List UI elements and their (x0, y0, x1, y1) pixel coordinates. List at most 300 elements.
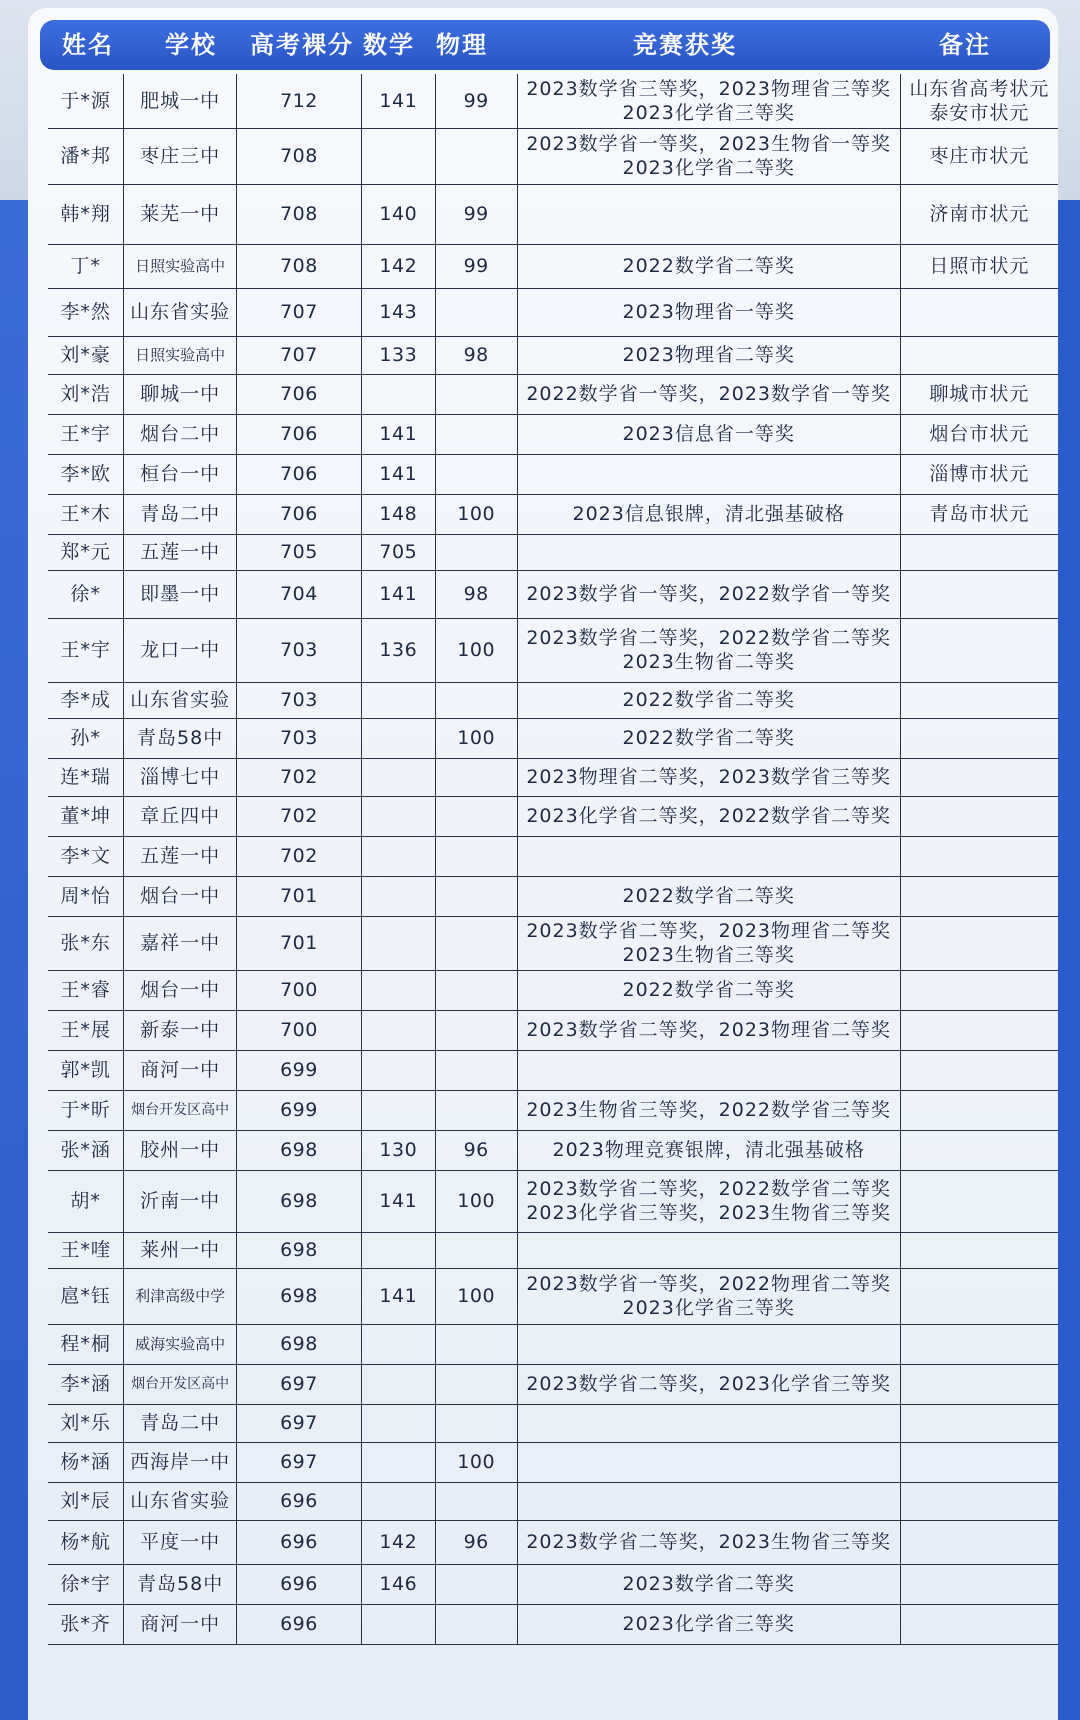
cell-score: 699 (236, 1090, 361, 1130)
cell-math: 141 (361, 414, 435, 454)
cell-physics (435, 288, 517, 336)
cell-awards (517, 1130, 900, 1170)
award-line: 2023信息银牌，清北强基破格 (572, 503, 845, 525)
cell-physics (435, 796, 517, 836)
cell-physics: 98 (435, 570, 517, 618)
cell-remark (900, 916, 1058, 970)
cell-remark (900, 1604, 1058, 1644)
award-line: 2023化学省二等奖，2022数学省二等奖 (526, 805, 892, 827)
table-row (48, 184, 1058, 244)
cell-remark (900, 534, 1058, 570)
cell-math (361, 1404, 435, 1442)
cell-awards (517, 916, 900, 970)
cell-name: 张*齐 (48, 1604, 124, 1644)
cell-awards (517, 1404, 900, 1442)
cell-name: 郑*元 (48, 534, 124, 570)
cell-remark (900, 288, 1058, 336)
cell-name: 李*欧 (48, 454, 124, 494)
cell-name: 李*涵 (48, 1364, 124, 1404)
award-line: 2022数学省一等奖，2023数学省一等奖 (526, 383, 892, 405)
cell-remark (900, 128, 1058, 184)
cell-score: 706 (236, 414, 361, 454)
remark-line: 聊城市状元 (929, 383, 1030, 405)
cell-name: 扈*钰 (48, 1268, 124, 1324)
cell-remark (900, 876, 1058, 916)
cell-score: 708 (236, 128, 361, 184)
cell-math (361, 1232, 435, 1268)
remark-line: 枣庄市状元 (929, 145, 1030, 167)
cell-math: 141 (361, 74, 435, 128)
award-line: 2022数学省二等奖 (622, 979, 795, 1001)
award-line: 2023化学省三等奖 (622, 1297, 795, 1319)
cell-name: 韩*翔 (48, 184, 124, 244)
cell-awards (517, 1564, 900, 1604)
cell-math (361, 796, 435, 836)
cell-score: 708 (236, 184, 361, 244)
cell-school: 商河一中 (124, 1604, 237, 1644)
cell-name: 王*宇 (48, 414, 124, 454)
table-row (48, 1442, 1058, 1482)
cell-physics (435, 1404, 517, 1442)
cell-physics: 100 (435, 1442, 517, 1482)
cell-awards (517, 184, 900, 244)
cell-remark (900, 1520, 1058, 1564)
cell-awards (517, 1604, 900, 1644)
cell-name: 刘*豪 (48, 336, 124, 374)
header-physics: 物理 (436, 31, 488, 59)
cell-school: 山东省实验 (124, 1482, 237, 1520)
award-line: 2023数学省一等奖，2022数学省一等奖 (526, 583, 892, 605)
cell-math: 148 (361, 494, 435, 534)
cell-school: 嘉祥一中 (124, 916, 237, 970)
cell-awards (517, 1010, 900, 1050)
cell-remark (900, 1364, 1058, 1404)
cell-name: 王*木 (48, 494, 124, 534)
cell-score: 706 (236, 374, 361, 414)
cell-physics (435, 1010, 517, 1050)
cell-math (361, 970, 435, 1010)
cell-physics: 99 (435, 184, 517, 244)
table-row (48, 494, 1058, 534)
cell-math (361, 1010, 435, 1050)
table-row (48, 244, 1058, 288)
cell-name: 孙* (48, 718, 124, 758)
table-row (48, 682, 1058, 718)
cell-score: 698 (236, 1130, 361, 1170)
cell-math (361, 1324, 435, 1364)
cell-physics: 96 (435, 1130, 517, 1170)
cell-school: 桓台一中 (124, 454, 237, 494)
cell-math (361, 1364, 435, 1404)
award-line: 2022数学省二等奖 (622, 255, 795, 277)
cell-name: 程*桐 (48, 1324, 124, 1364)
cell-score: 707 (236, 336, 361, 374)
award-line: 2023数学省二等奖，2023生物省三等奖 (526, 1531, 892, 1553)
cell-physics: 99 (435, 244, 517, 288)
ranking-table (48, 74, 1058, 1645)
cell-name: 杨*涵 (48, 1442, 124, 1482)
cell-awards (517, 1170, 900, 1232)
cell-physics: 100 (435, 718, 517, 758)
table-row (48, 916, 1058, 970)
cell-school: 青岛58中 (124, 718, 237, 758)
cell-physics: 96 (435, 1520, 517, 1564)
cell-awards (517, 288, 900, 336)
cell-awards (517, 128, 900, 184)
cell-math (361, 374, 435, 414)
cell-math (361, 836, 435, 876)
cell-name: 李*文 (48, 836, 124, 876)
table-row (48, 374, 1058, 414)
cell-physics (435, 1232, 517, 1268)
cell-physics (435, 1604, 517, 1644)
cell-school: 即墨一中 (124, 570, 237, 618)
award-line: 2023物理省二等奖 (622, 344, 795, 366)
cell-physics (435, 1090, 517, 1130)
cell-score: 698 (236, 1324, 361, 1364)
cell-name: 王*喹 (48, 1232, 124, 1268)
cell-math: 142 (361, 1520, 435, 1564)
cell-school: 新泰一中 (124, 1010, 237, 1050)
award-line: 2023数学省二等奖，2022数学省二等奖 (526, 627, 892, 649)
cell-math (361, 1482, 435, 1520)
cell-awards (517, 1050, 900, 1090)
cell-score: 700 (236, 970, 361, 1010)
cell-physics (435, 414, 517, 454)
cell-physics: 100 (435, 618, 517, 682)
table-row (48, 414, 1058, 454)
cell-score: 697 (236, 1442, 361, 1482)
cell-school: 莱芜一中 (124, 184, 237, 244)
cell-score: 703 (236, 718, 361, 758)
cell-name: 刘*浩 (48, 374, 124, 414)
cell-score: 702 (236, 758, 361, 796)
cell-awards (517, 796, 900, 836)
cell-awards (517, 336, 900, 374)
cell-school: 山东省实验 (124, 288, 237, 336)
cell-score: 697 (236, 1364, 361, 1404)
cell-score: 702 (236, 796, 361, 836)
cell-name: 王*展 (48, 1010, 124, 1050)
table-row (48, 1364, 1058, 1404)
cell-remark (900, 414, 1058, 454)
table-row (48, 454, 1058, 494)
table-row (48, 876, 1058, 916)
cell-score: 697 (236, 1404, 361, 1442)
cell-remark (900, 836, 1058, 876)
cell-name: 徐*宇 (48, 1564, 124, 1604)
cell-remark (900, 1442, 1058, 1482)
table-row (48, 836, 1058, 876)
cell-awards (517, 618, 900, 682)
cell-awards (517, 836, 900, 876)
cell-physics (435, 916, 517, 970)
cell-remark (900, 1130, 1058, 1170)
award-line: 2023数学省二等奖，2023物理省二等奖 (526, 920, 892, 942)
cell-physics: 100 (435, 1170, 517, 1232)
cell-physics: 98 (435, 336, 517, 374)
cell-score: 698 (236, 1170, 361, 1232)
cell-score: 703 (236, 618, 361, 682)
cell-name: 李*然 (48, 288, 124, 336)
cell-math: 141 (361, 1268, 435, 1324)
table-row (48, 534, 1058, 570)
cell-awards (517, 1364, 900, 1404)
cell-remark (900, 1482, 1058, 1520)
cell-math: 705 (361, 534, 435, 570)
cell-math: 143 (361, 288, 435, 336)
header-math: 数学 (363, 31, 415, 59)
cell-name: 连*瑞 (48, 758, 124, 796)
cell-name: 王*宇 (48, 618, 124, 682)
award-line: 2022数学省二等奖 (622, 727, 795, 749)
cell-awards (517, 374, 900, 414)
cell-remark (900, 1010, 1058, 1050)
cell-remark (900, 1090, 1058, 1130)
cell-score: 712 (236, 74, 361, 128)
cell-awards (517, 718, 900, 758)
cell-school: 青岛二中 (124, 494, 237, 534)
table-row (48, 570, 1058, 618)
cell-school: 淄博七中 (124, 758, 237, 796)
cell-name: 徐* (48, 570, 124, 618)
cell-score: 696 (236, 1564, 361, 1604)
cell-math: 130 (361, 1130, 435, 1170)
cell-name: 郭*凯 (48, 1050, 124, 1090)
header-awards: 竞赛获奖 (633, 31, 737, 59)
header-remark: 备注 (939, 31, 991, 59)
cell-physics (435, 1564, 517, 1604)
cell-remark (900, 336, 1058, 374)
cell-remark (900, 1268, 1058, 1324)
remark-line: 泰安市状元 (929, 101, 1030, 124)
cell-name: 张*东 (48, 916, 124, 970)
cell-awards (517, 1324, 900, 1364)
cell-math: 146 (361, 1564, 435, 1604)
remark-line: 青岛市状元 (929, 503, 1030, 525)
cell-physics (435, 682, 517, 718)
table-row (48, 1324, 1058, 1364)
award-line: 2023数学省一等奖，2023生物省一等奖 (526, 133, 892, 155)
cell-name: 丁* (48, 244, 124, 288)
background-right (1056, 200, 1080, 1720)
cell-school: 章丘四中 (124, 796, 237, 836)
table-row (48, 1170, 1058, 1232)
cell-physics: 100 (435, 1268, 517, 1324)
cell-remark (900, 1050, 1058, 1090)
cell-remark (900, 758, 1058, 796)
cell-score: 700 (236, 1010, 361, 1050)
cell-score: 703 (236, 682, 361, 718)
cell-score: 699 (236, 1050, 361, 1090)
cell-math: 141 (361, 454, 435, 494)
cell-remark (900, 1564, 1058, 1604)
award-line: 2023信息省一等奖 (622, 423, 795, 445)
cell-remark (900, 1232, 1058, 1268)
award-line: 2023物理省二等奖，2023数学省三等奖 (526, 766, 892, 788)
cell-awards (517, 1442, 900, 1482)
cell-score: 701 (236, 916, 361, 970)
cell-awards (517, 74, 900, 128)
award-line: 2023数学省二等奖 (622, 1573, 795, 1595)
cell-remark (900, 1324, 1058, 1364)
cell-physics (435, 1482, 517, 1520)
cell-school: 日照实验高中 (124, 244, 237, 288)
award-line: 2022数学省二等奖 (622, 689, 795, 711)
cell-math: 141 (361, 570, 435, 618)
remark-line: 烟台市状元 (929, 423, 1030, 445)
cell-math: 141 (361, 1170, 435, 1232)
cell-math: 136 (361, 618, 435, 682)
table-row (48, 1010, 1058, 1050)
award-line: 2023化学省二等奖 (622, 157, 795, 179)
cell-awards (517, 876, 900, 916)
cell-awards (517, 414, 900, 454)
table-row (48, 1564, 1058, 1604)
cell-math (361, 1090, 435, 1130)
cell-name: 刘*乐 (48, 1404, 124, 1442)
remark-line: 山东省高考状元 (909, 77, 1050, 100)
table-row (48, 1604, 1058, 1644)
award-line: 2023物理竞赛银牌，清北强基破格 (552, 1139, 865, 1161)
cell-school: 龙口一中 (124, 618, 237, 682)
table-row (48, 1090, 1058, 1130)
cell-score: 701 (236, 876, 361, 916)
remark-line: 淄博市状元 (929, 463, 1030, 485)
award-line: 2023化学省三等奖 (622, 1613, 795, 1635)
cell-school: 日照实验高中 (124, 336, 237, 374)
cell-remark (900, 244, 1058, 288)
cell-math: 142 (361, 244, 435, 288)
cell-school: 烟台一中 (124, 970, 237, 1010)
header-score: 高考裸分 (250, 31, 354, 59)
cell-score: 696 (236, 1482, 361, 1520)
cell-physics (435, 1324, 517, 1364)
cell-awards (517, 682, 900, 718)
cell-awards (517, 454, 900, 494)
table-row (48, 618, 1058, 682)
table-row (48, 288, 1058, 336)
cell-math (361, 718, 435, 758)
cell-remark (900, 718, 1058, 758)
cell-math (361, 916, 435, 970)
award-line: 2023化学省三等奖 (622, 101, 795, 124)
cell-remark (900, 374, 1058, 414)
cell-physics (435, 534, 517, 570)
cell-school: 胶州一中 (124, 1130, 237, 1170)
cell-name: 潘*邦 (48, 128, 124, 184)
table-row (48, 1482, 1058, 1520)
cell-name: 于*源 (48, 74, 124, 128)
cell-school: 肥城一中 (124, 74, 237, 128)
header-name: 姓名 (62, 31, 114, 59)
cell-remark (900, 1404, 1058, 1442)
cell-score: 702 (236, 836, 361, 876)
cell-score: 705 (236, 534, 361, 570)
cell-physics: 100 (435, 494, 517, 534)
cell-name: 于*昕 (48, 1090, 124, 1130)
award-line: 2023数学省二等奖，2023物理省二等奖 (526, 1019, 892, 1041)
award-line: 2023生物省三等奖，2022数学省三等奖 (526, 1099, 892, 1121)
table-row (48, 1050, 1058, 1090)
cell-school: 烟台开发区高中 (124, 1364, 237, 1404)
cell-math (361, 128, 435, 184)
cell-school: 山东省实验 (124, 682, 237, 718)
cell-score: 707 (236, 288, 361, 336)
award-line: 2023数学省一等奖，2022物理省二等奖 (526, 1273, 892, 1295)
cell-school: 五莲一中 (124, 534, 237, 570)
cell-school: 威海实验高中 (124, 1324, 237, 1364)
cell-score: 698 (236, 1268, 361, 1324)
table-row (48, 1232, 1058, 1268)
award-line: 2023数学省三等奖，2023物理省三等奖 (526, 77, 892, 100)
cell-score: 704 (236, 570, 361, 618)
cell-score: 698 (236, 1232, 361, 1268)
cell-awards (517, 494, 900, 534)
cell-school: 烟台二中 (124, 414, 237, 454)
cell-math (361, 758, 435, 796)
cell-score: 706 (236, 454, 361, 494)
cell-remark (900, 682, 1058, 718)
cell-physics (435, 758, 517, 796)
cell-awards (517, 1090, 900, 1130)
cell-physics (435, 1364, 517, 1404)
cell-remark (900, 618, 1058, 682)
award-line: 2023数学省二等奖，2023化学省三等奖 (526, 1373, 892, 1395)
cell-school: 烟台一中 (124, 876, 237, 916)
cell-math: 140 (361, 184, 435, 244)
table-row (48, 336, 1058, 374)
table-row (48, 970, 1058, 1010)
award-line: 2023数学省二等奖，2022数学省二等奖 (526, 1178, 892, 1200)
table-row (48, 74, 1058, 128)
table-row (48, 1130, 1058, 1170)
cell-name: 王*睿 (48, 970, 124, 1010)
award-line: 2023生物省二等奖 (622, 651, 795, 673)
cell-name: 杨*航 (48, 1520, 124, 1564)
cell-remark (900, 796, 1058, 836)
cell-physics (435, 876, 517, 916)
cell-math (361, 1442, 435, 1482)
cell-awards (517, 1482, 900, 1520)
cell-math (361, 682, 435, 718)
cell-remark (900, 74, 1058, 128)
cell-awards (517, 1232, 900, 1268)
cell-remark (900, 1170, 1058, 1232)
cell-school: 烟台开发区高中 (124, 1090, 237, 1130)
remark-line: 日照市状元 (929, 255, 1030, 277)
table-row (48, 758, 1058, 796)
cell-physics (435, 374, 517, 414)
score-sheet (28, 8, 1058, 1720)
cell-school: 枣庄三中 (124, 128, 237, 184)
cell-name: 刘*辰 (48, 1482, 124, 1520)
award-line: 2022数学省二等奖 (622, 885, 795, 907)
cell-school: 商河一中 (124, 1050, 237, 1090)
cell-awards (517, 1520, 900, 1564)
award-line: 2023物理省一等奖 (622, 301, 795, 323)
cell-math (361, 876, 435, 916)
table-header (40, 20, 1050, 70)
table-row (48, 1520, 1058, 1564)
cell-physics (435, 128, 517, 184)
remark-line: 济南市状元 (929, 203, 1030, 225)
award-line: 2023化学省三等奖，2023生物省三等奖 (526, 1202, 892, 1224)
cell-physics (435, 970, 517, 1010)
cell-remark (900, 970, 1058, 1010)
cell-score: 708 (236, 244, 361, 288)
cell-school: 西海岸一中 (124, 1442, 237, 1482)
